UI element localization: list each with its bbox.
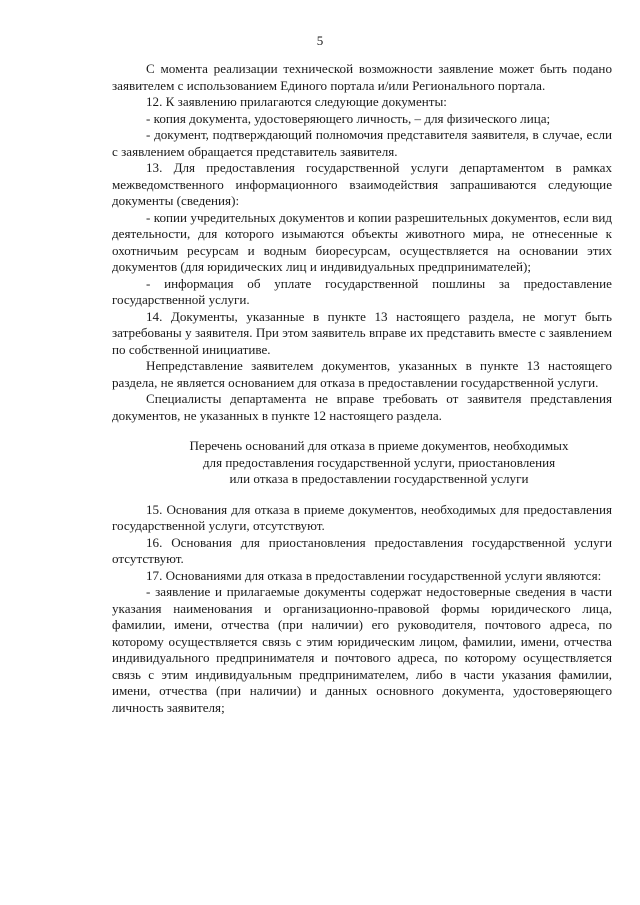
paragraph-non-submission: Непредставление заявителем документов, указанных в пункте 13 настоящего раздела, не является основанием для отказа в предоставлении государственной услуги. — [112, 358, 612, 390]
paragraph-13-item-charter: - копии учредительных документов и копии разрешительных документов, если вид деятельности, для которого изымаются объекты животного мира, не отнесенные к охотничьим ресурсам и водным биоресурсам, осуществляется на основании этих документов (для юридических лиц и индивидуальных предпринимателей); — [112, 209, 612, 274]
paragraph-13-intro: 13. Для предоставления государственной услуги департаментом в рамках межведомственного информационного взаимодействия запрашиваются следующие документы (сведения): — [112, 160, 612, 208]
section-heading-line: или отказа в предоставлении государственной услуги — [229, 471, 529, 486]
spacer — [112, 424, 612, 438]
section-heading — [112, 438, 612, 488]
paragraph-15: 15. Основания для отказа в приеме документов, необходимых для предоставления государственной услуги, отсутствуют. — [112, 501, 612, 533]
section-heading-line: для предоставления государственной услуги, приостановления — [202, 454, 556, 470]
paragraph-specialists: Специалисты департамента не вправе требовать от заявителя представления документов, не указанных в пункте 12 настоящего раздела. — [112, 391, 612, 423]
paragraph-16: 16. Основания для приостановления предоставления государственной услуги отсутствуют. — [112, 534, 612, 566]
paragraph-portal-submission: С момента реализации технической возможности заявление может быть подано заявителем с использованием Единого портала и/или Регионального портала. — [112, 61, 612, 93]
paragraph-12-intro: 12. К заявлению прилагаются следующие документы: — [146, 94, 447, 109]
paragraph-13-item-fee: - информация об уплате государственной пошлины за предоставление государственной услуги. — [112, 275, 612, 307]
spacer — [112, 488, 612, 502]
paragraph-12-item-authority: - документ, подтверждающий полномочия представителя заявителя, в случае, если с заявлением обращается представитель заявителя. — [112, 127, 612, 159]
paragraph-17-intro: 17. Основаниями для отказа в предоставлении государственной услуги являются: — [146, 567, 602, 583]
document-body — [112, 61, 612, 716]
paragraph-17-item-false-info: - заявление и прилагаемые документы содержат недостоверные сведения в части указания наименования и организационно-правовой формы юридического лица, фамилии, имени, отчества (при наличии) его руководителя, почтового адреса, по которому осуществляется связь с этим юридическим лицом, фамилии, имени, отчества индивидуального предпринимателя и почтового адреса, по которому осуществляется связь с этим индивидуальным предпринимателем, либо в части указания фамилии, имени, отчества (при наличии) и данных основного документа, удостоверяющего личность заявителя; — [112, 584, 612, 715]
paragraph-12-item-identity: - копия документа, удостоверяющего личность, – для физического лица; — [146, 110, 551, 126]
section-heading-line: Перечень оснований для отказа в приеме документов, необходимых — [189, 438, 569, 453]
page-number: 5 — [316, 33, 324, 48]
paragraph-14: 14. Документы, указанные в пункте 13 настоящего раздела, не могут быть затребованы у заявителя. При этом заявитель вправе их представить вместе с заявлением по собственной инициативе. — [112, 308, 612, 357]
